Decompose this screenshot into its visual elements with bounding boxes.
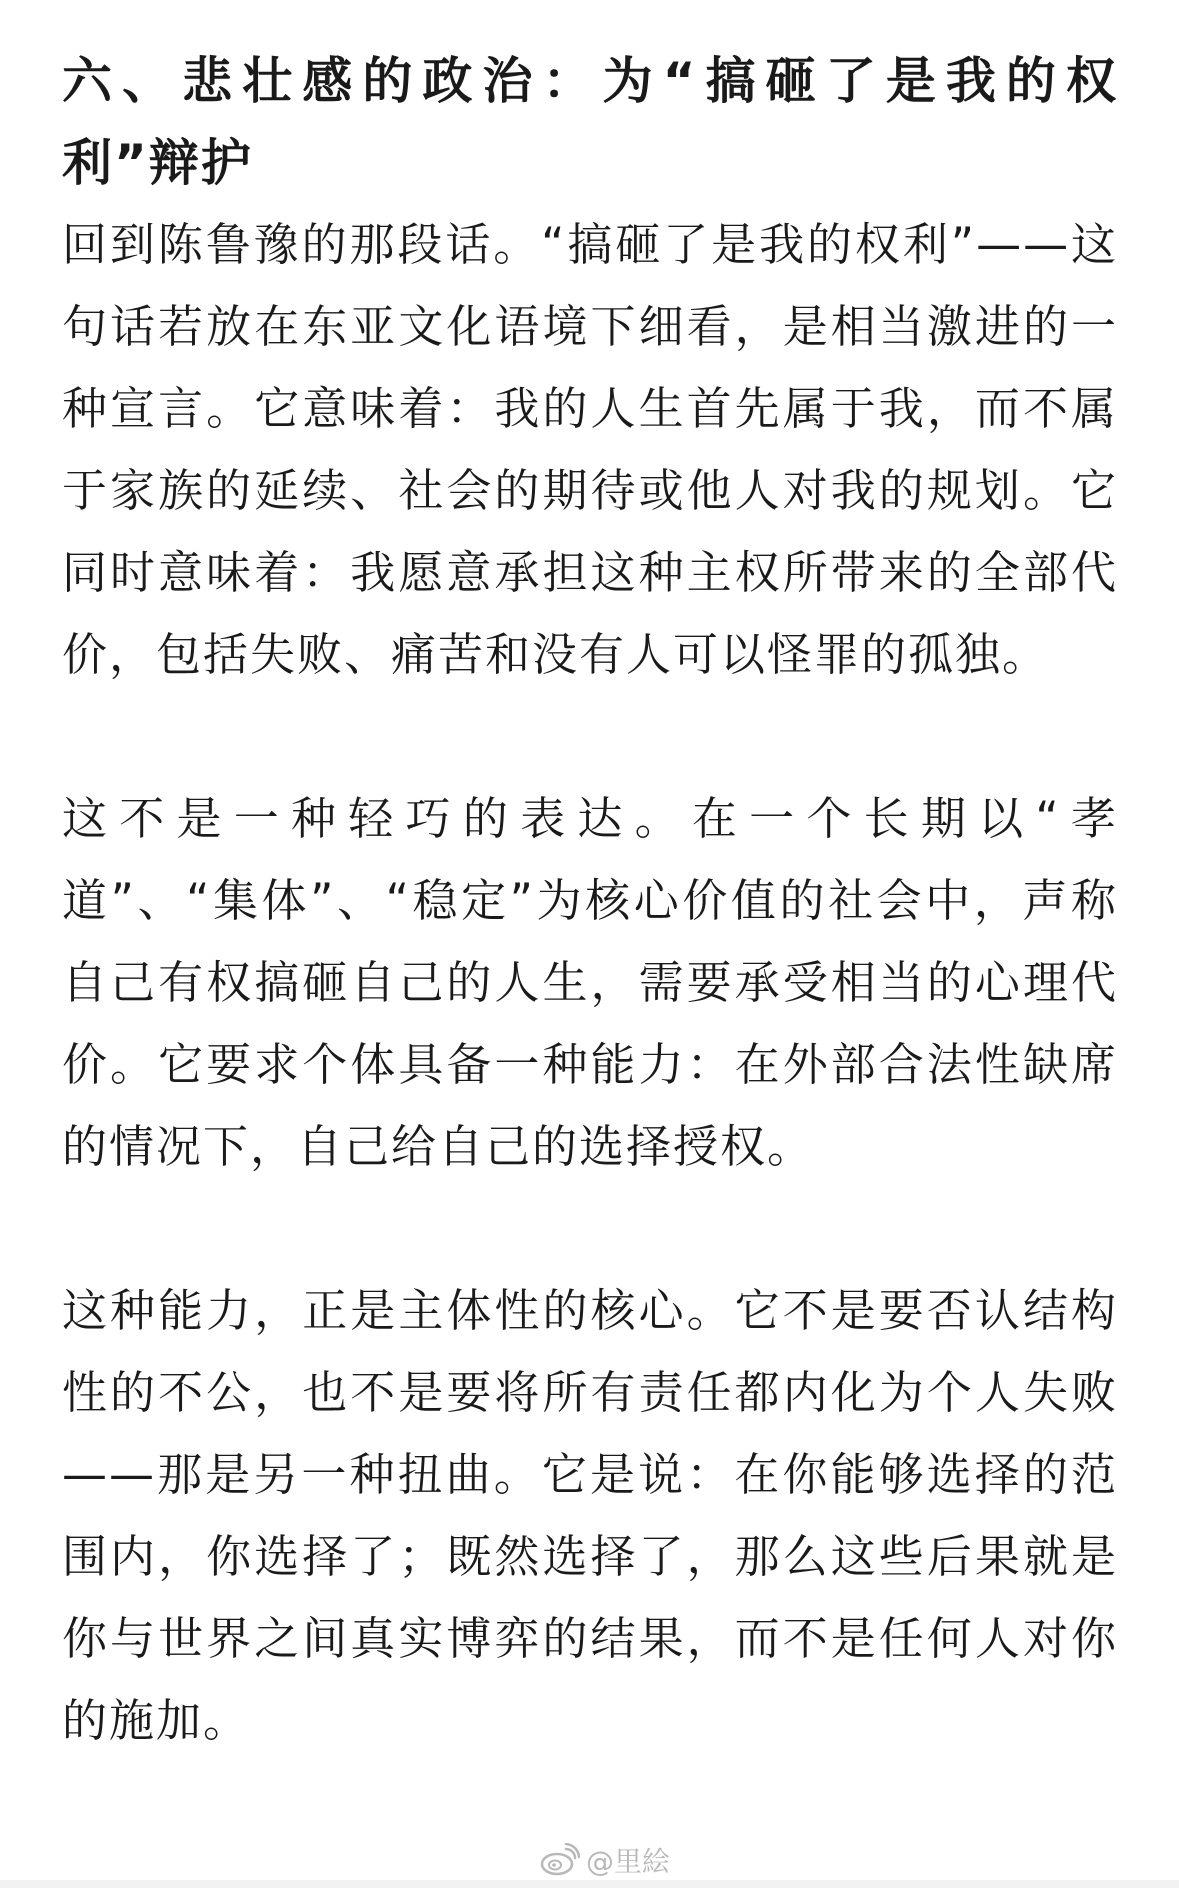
paragraph-spacer: [62, 1188, 1118, 1270]
article: [62, 40, 1118, 1762]
paragraph-2: 这不是一种轻巧的表达。在一个长期以“孝道”、“集体”、“稳定”为核心价值的社会中，声称自己有权搞砸自己的人生，需要承受相当的心理代价。它要求个体具备一种能力：在外部合法性缺席的情况下，自己给自己的选择授权。: [62, 792, 1118, 1173]
weibo-icon: [540, 1843, 580, 1877]
paragraph-spacer: [62, 696, 1118, 778]
section-heading: 六、悲壮感的政治：为“搞砸了是我的权利”辩护: [62, 52, 1118, 192]
paragraph-1: 回到陈鲁豫的那段话。“搞砸了是我的权利”——这句话若放在东亚文化语境下细看，是相当激进的一种宣言。它意味着：我的人生首先属于我，而不属于家族的延续、社会的期待或他人对我的规划。它同时意味着：我愿意承担这种主权所带来的全部代价，包括失败、痛苦和没有人可以怪罪的孤独。: [62, 218, 1118, 681]
bottom-divider: [0, 1880, 1179, 1888]
paragraph-3: 这种能力，正是主体性的核心。它不是要否认结构性的不公，也不是要将所有责任都内化为个人失败——那是另一种扭曲。它是说：在你能够选择的范围内，你选择了；既然选择了，那么这些后果就是你与世界之间真实博弈的结果，而不是任何人对你的施加。: [62, 1284, 1118, 1747]
watermark-text: @里絵: [586, 1845, 671, 1878]
watermark: [540, 1840, 670, 1880]
